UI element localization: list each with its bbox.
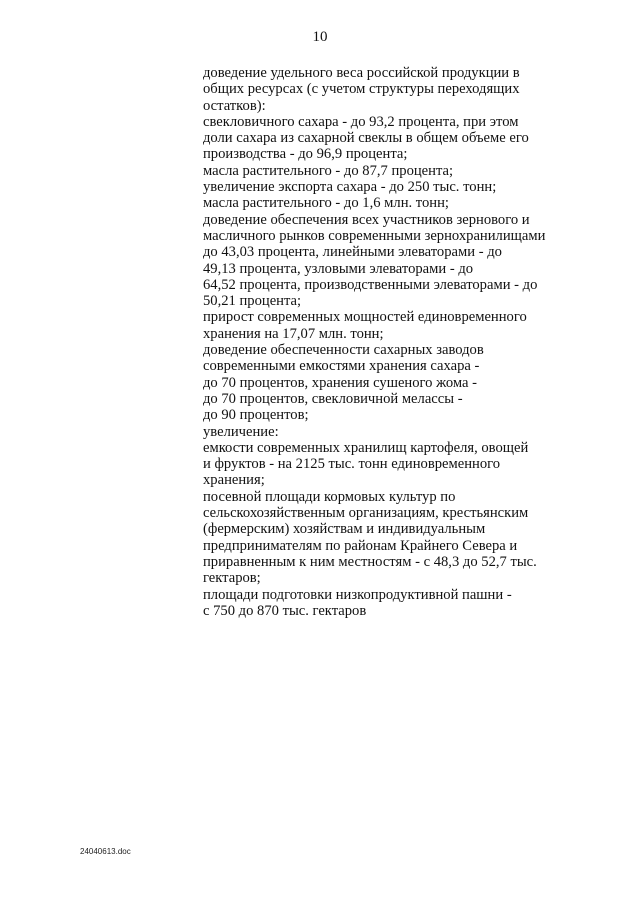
body-line: доведение обеспечения всех участников зернового и [203,211,530,228]
body-line: (фермерским) хозяйствам и индивидуальным [203,521,486,538]
body-line: современными емкостями хранения сахара - [203,358,480,375]
body-line: гектаров; [203,570,261,587]
body-line: доведение удельного веса российской продукции в [203,65,520,81]
body-line: увеличение: [203,423,279,440]
body-line: емкости современных хранилищ картофеля, овощей [203,439,529,456]
body-line: до 70 процентов, хранения сушеного жома - [203,374,477,391]
body-line: доведение обеспеченности сахарных заводов [203,342,484,359]
body-line: производства - до 96,9 процента; [203,146,408,163]
body-line: и фруктов - на 2125 тыс. тонн единовременного [203,456,501,473]
body-line: 64,52 процента, производственными элеваторами - до [203,276,538,293]
body-line: посевной площади кормовых культур по [203,488,456,505]
body-line: площади подготовки низкопродуктивной пашни - [203,586,512,603]
body-line: остатков): [203,97,266,114]
body-line: увеличение экспорта сахара - до 250 тыс. тонн; [203,179,497,196]
body-line: до 70 процентов, свекловичной мелассы - [203,390,463,407]
footer-filename: 24040613.doc [80,847,131,856]
body-line: общих ресурсах (с учетом структуры переходящих [203,81,520,98]
body-line: хранения на 17,07 млн. тонн; [203,325,384,342]
body-line: с 750 до 870 тыс. гектаров [203,602,367,619]
body-line: приравненным к ним местностям - с 48,3 до 52,7 тыс. [203,553,537,570]
body-text [203,65,623,619]
body-line: 50,21 процента; [203,293,302,310]
body-line: прирост современных мощностей единовременного [203,309,527,326]
body-line: масла растительного - до 1,6 млн. тонн; [203,195,449,212]
body-line: до 90 процентов; [203,407,309,424]
body-line: масличного рынков современными зернохранилищами [203,227,546,244]
body-line: 49,13 процента, узловыми элеваторами - до [203,260,474,277]
body-line: до 43,03 процента, линейными элеваторами - до [203,244,502,261]
body-line: хранения; [203,472,265,489]
body-line: доли сахара из сахарной свеклы в общем объеме его [203,130,529,147]
body-line: предпринимателям по районам Крайнего Севера и [203,537,518,554]
body-line: масла растительного - до 87,7 процента; [203,162,454,179]
body-line: сельскохозяйственным организациям, крестьянским [203,505,529,522]
body-line: свекловичного сахара - до 93,2 процента, при этом [203,113,519,130]
page-number: 10 [312,29,328,45]
